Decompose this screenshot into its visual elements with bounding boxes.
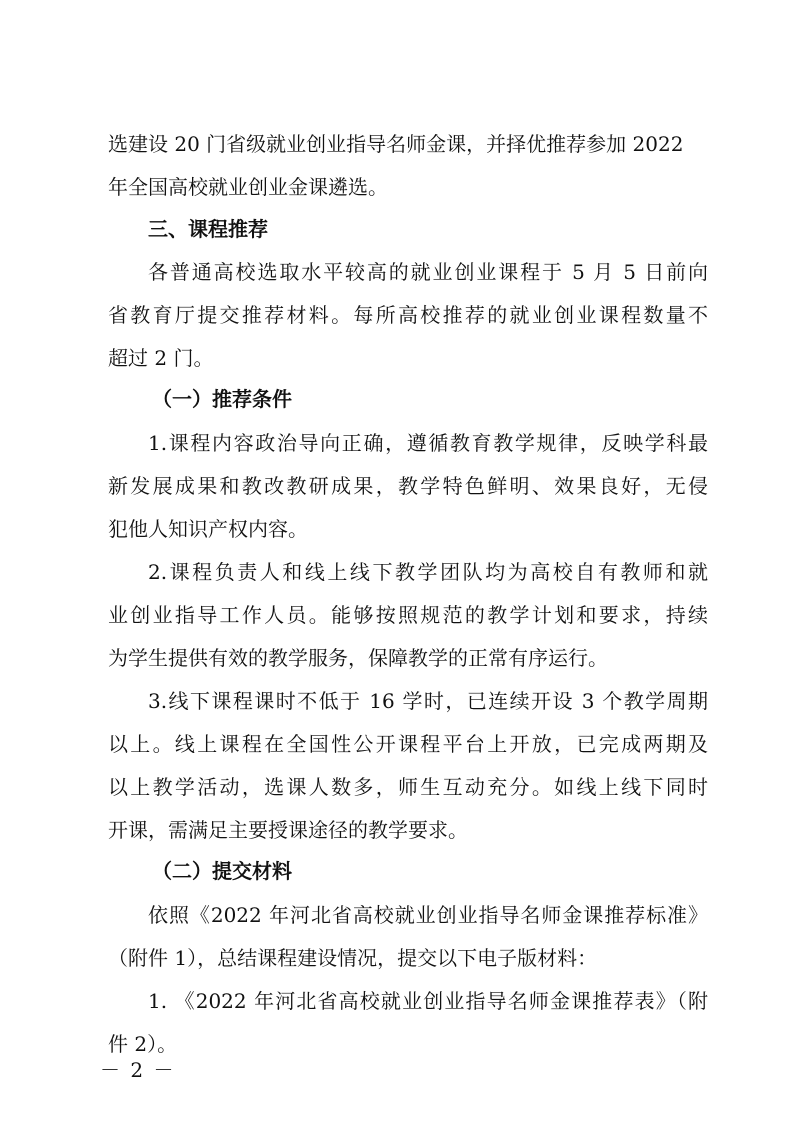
paragraph-line: 依照《2022 年河北省高校就业创业指导名师金课推荐标准》 <box>148 903 708 927</box>
paragraph-line: 新发展成果和教改教研成果，教学特色鲜明、效果良好，无侵 <box>108 474 708 498</box>
paragraph-line: 以上。线上课程在全国性公开课程平台上开放，已完成两期及 <box>108 732 708 756</box>
paragraph-line: 2.课程负责人和线上线下教学团队均为高校自有教师和就 <box>148 560 708 584</box>
paragraph-line: 开课，需满足主要授课途径的教学要求。 <box>108 818 468 842</box>
paragraph-line: （附件 1），总结课程建设情况，提交以下电子版材料： <box>108 946 598 970</box>
paragraph-line: 件 2）。 <box>108 1032 178 1056</box>
subsection-heading: （一）推荐条件 <box>152 387 292 411</box>
section-heading: 三、课程推荐 <box>148 217 268 241</box>
subsection-heading: （二）提交材料 <box>152 859 292 883</box>
page-number: － 2 － <box>100 1058 176 1082</box>
paragraph-line: 各普通高校选取水平较高的就业创业课程于 5 月 5 日前向 <box>148 260 708 284</box>
paragraph-line: 1. 《2022 年河北省高校就业创业指导名师金课推荐表》（附 <box>148 989 708 1013</box>
paragraph-line: 以上教学活动，选课人数多，师生互动充分。如线上线下同时 <box>108 775 708 799</box>
paragraph-line: 选建设 20 门省级就业创业指导名师金课，并择优推荐参加 2022 <box>108 132 684 156</box>
paragraph-line: 3.线下课程课时不低于 16 学时，已连续开设 3 个教学周期 <box>148 689 708 713</box>
paragraph-line: 省教育厅提交推荐材料。每所高校推荐的就业创业课程数量不 <box>108 303 708 327</box>
paragraph-line: 1.课程内容政治导向正确，遵循教育教学规律，反映学科最 <box>148 431 708 455</box>
paragraph-line: 业创业指导工作人员。能够按照规范的教学计划和要求，持续 <box>108 603 708 627</box>
paragraph-line: 年全国高校就业创业金课遴选。 <box>108 175 388 199</box>
paragraph-line: 犯他人知识产权内容。 <box>108 517 308 541</box>
paragraph-line: 超过 2 门。 <box>108 346 214 370</box>
paragraph-line: 为学生提供有效的教学服务，保障教学的正常有序运行。 <box>108 646 608 670</box>
